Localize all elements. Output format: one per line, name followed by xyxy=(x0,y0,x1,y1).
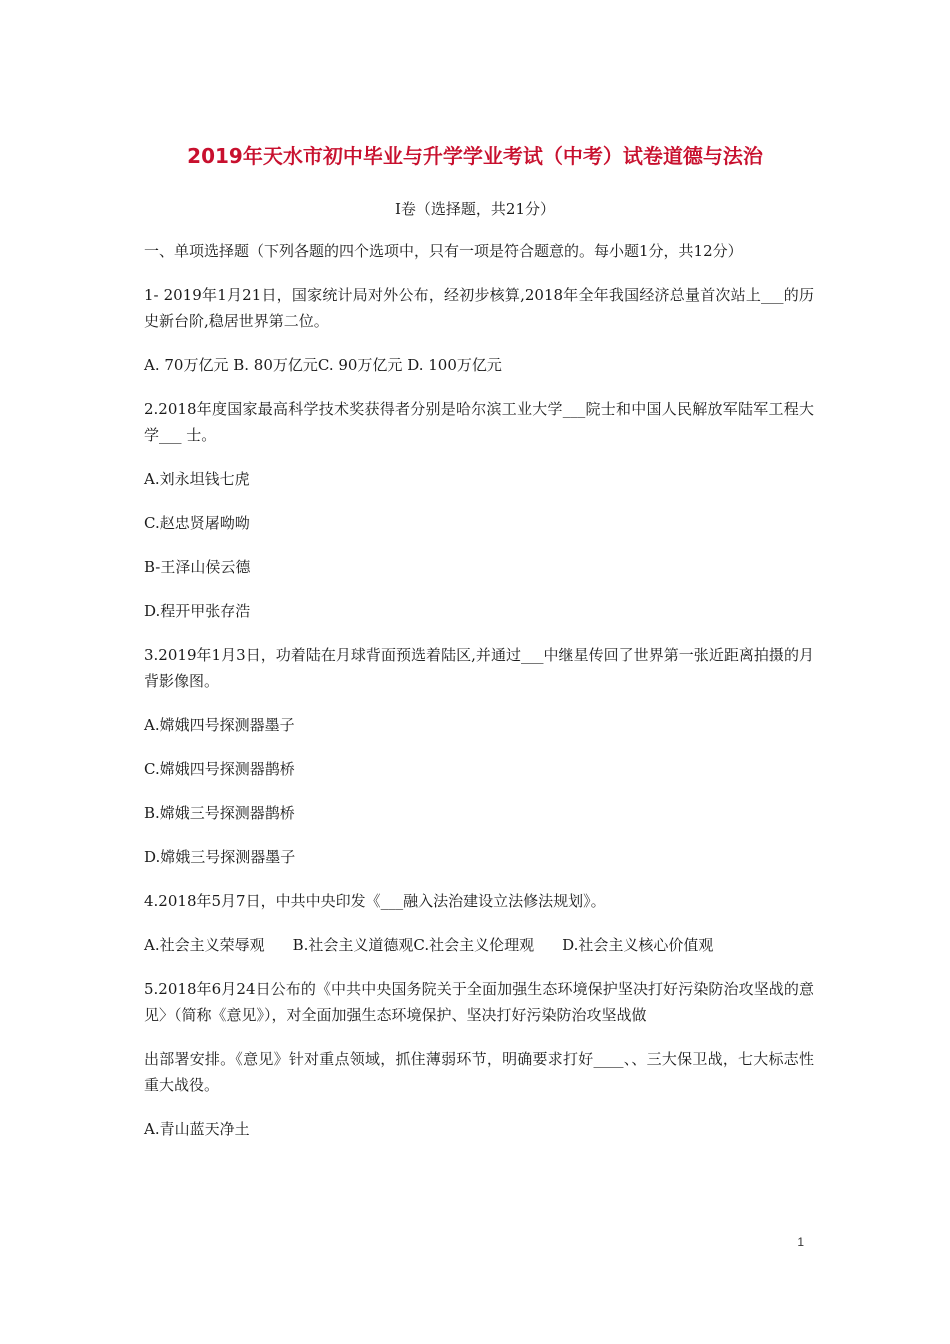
question-4-option: B.社会主义道德观C.社会主义伦理观 xyxy=(292,936,535,954)
question-5-stem-continued: 出部署安排。《意见》针对重点领域，抓住薄弱环节，明确要求打好____、、三大保卫战，七大标志性重大战役。 xyxy=(144,1050,814,1094)
question-2-option: A.刘永坦钱七虎 xyxy=(144,470,250,488)
page-number: 1 xyxy=(797,1235,804,1249)
question-2-option: C.赵忠贤屠呦呦 xyxy=(144,514,250,532)
question-1-options: A. 70万亿元 B. 80万亿元C. 90万亿元 D. 100万亿元 xyxy=(144,356,502,374)
question-2-option: D.程开甲张存浩 xyxy=(144,602,251,620)
question-4-stem: 4.2018年5月7日，中共中央印发《___融入法治建设立法修法规划》。 xyxy=(144,892,606,910)
section-subtitle: I卷（选择题，共21分） xyxy=(394,200,555,218)
question-5-option: A.青山蓝天净土 xyxy=(144,1120,250,1138)
question-3-option: C.嫦娥四号探测器鹊桥 xyxy=(144,760,295,778)
question-4-options xyxy=(144,932,814,958)
question-2-option: B-王泽山侯云德 xyxy=(144,558,251,576)
question-4-option: A.社会主义荣辱观 xyxy=(144,936,265,954)
question-3-stem: 3.2019年1月3日，功着陆在月球背面预选着陆区,并通过___中继星传回了世界第一张近距离拍摄的月背影像图。 xyxy=(144,646,814,690)
question-5-stem: 5.2018年6月24日公布的《中共中央国务院关于全面加强生态环境保护坚决打好污染防治攻坚战的意见〉（简称《意见》），对全面加强生态环境保护、坚决打好污染防治攻坚战做 xyxy=(144,980,814,1024)
question-2-stem: 2.2018年度国家最高科学技术奖获得者分别是哈尔滨工业大学___院士和中国人民解放军陆军工程大学___ 士。 xyxy=(144,400,814,444)
question-3-option: A.嫦娥四号探测器墨子 xyxy=(144,716,295,734)
question-1-stem: 1- 2019年1月21日，国家统计局对外公布，经初步核算,2018年全年我国经济总量首次站上___的历史新台阶,稳居世界第二位。 xyxy=(144,286,814,330)
section-heading: 一、单项选择题（下列各题的四个选项中，只有一项是符合题意的。每小题1分，共12分） xyxy=(144,242,743,260)
question-3-option: B.嫦娥三号探测器鹊桥 xyxy=(144,804,295,822)
document-body xyxy=(144,238,814,1160)
question-3-option: D.嫦娥三号探测器墨子 xyxy=(144,848,296,866)
document-title: 2019年天水市初中毕业与升学学业考试（中考）试卷道德与法治 xyxy=(187,144,763,168)
question-4-option: D.社会主义核心价值观 xyxy=(562,936,714,954)
